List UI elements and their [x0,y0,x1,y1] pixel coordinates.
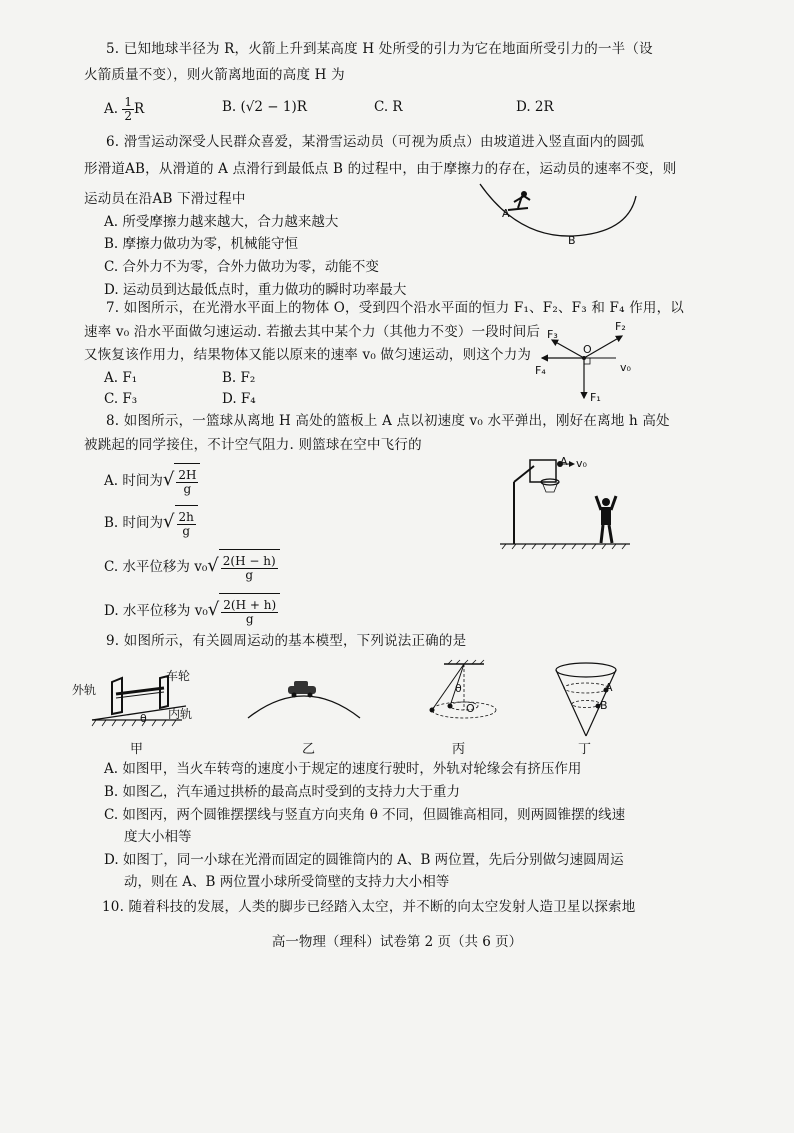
q6-option-c: C. 合外力不为零，合外力做功为零，动能不变 [104,259,379,275]
q7-line3: 又恢复该作用力，结果物体又能以原来的速率 v₀ 做匀速运动，则这个力为 [84,347,532,363]
figure-caption-yi: 乙 [302,742,316,757]
q9-option-c-line2: 度大小相等 [124,829,192,845]
page-footer: 高一物理（理科）试卷第 2 页（共 6 页） [271,934,523,950]
force-f2-label: F₂ [615,320,626,333]
pendulum-o-label: O [466,702,475,715]
q5-option-a: A. $\frac{1}{2}$ R [104,95,145,123]
figure-caption-ding: 丁 [578,742,592,757]
q5-option-b: B. (√2 − 1)R [222,99,307,115]
ski-point-b-label: B [568,234,576,247]
force-f1-label: F₁ [590,391,601,404]
q7-line1: 7. 如图所示，在光滑水平面上的物体 O，受到四个沿水平面的恒力 F₁、F₂、F₃ 和 F₄ 作用，以 [106,300,685,316]
q5-line2: 火箭质量不变），则火箭离地面的高度 H 为 [84,67,345,83]
force-v0-label: v₀ [620,361,631,374]
q8-line1: 8. 如图所示，一篮球从离地 H 高处的篮板上 A 点以初速度 v₀ 水平弹出，刚好在离地 h 高处 [106,413,670,429]
q9-option-a: A. 如图甲，当火车转弯的速度小于规定的速度行驶时，外轨对轮缘会有挤压作用 [104,761,582,777]
q7-option-d: D. F₄ [222,391,256,407]
q7-option-c: C. F₃ [104,391,138,407]
q8-line2: 被跳起的同学接住，不计空气阻力. 则篮球在空中飞行的 [84,437,422,453]
conical-pendulum-figure [420,660,510,722]
q8-option-c: C. 水平位移为 v₀√ $\frac{2(H - h)}{g}$ [104,548,280,586]
skier-icon [508,191,530,210]
cone-a-label: A [605,681,613,694]
q6-option-a: A. 所受摩擦力越来越大，合力越来越大 [104,214,339,230]
pendulum-theta-label: θ [455,682,462,695]
force-f4-label: F₄ [535,364,546,377]
q5-line1: 5. 已知地球半径为 R，火箭上升到某高度 H 处所受的引力为它在地面所受引力的一半（设 [106,41,653,57]
q5-option-d: D. 2R [516,99,554,115]
force-f3-label: F₃ [547,328,558,341]
q7-option-b: B. F₂ [222,370,256,386]
basketball-a-label: A [560,455,568,468]
q7-option-a: A. F₁ [104,370,138,386]
q6-option-d: D. 运动员到达最低点时，重力做功的瞬时功率最大 [104,282,407,298]
figure-caption-bing: 丙 [452,742,466,757]
q8-option-d: D. 水平位移为 v₀√ $\frac{2(H + h)}{g}$ [104,592,280,630]
q9-line1: 9. 如图所示，有关圆周运动的基本模型，下列说法正确的是 [106,633,467,649]
q6-line3: 运动员在沿AB 下滑过程中 [84,191,246,207]
q6-line1: 6. 滑雪运动深受人民群众喜爱，某滑雪运动员（可视为质点）由坡道进入竖直面内的圆弧 [106,134,645,150]
ski-point-a-label: A [502,207,510,220]
inner-rail-label: 内轨 [168,707,193,721]
q10-line1: 10. 随着科技的发展，人类的脚步已经踏入太空，并不断的向太空发射人造卫星以探索地 [102,899,636,915]
figure-caption-jia: 甲 [130,742,144,757]
force-o-label: O [583,343,592,356]
outer-rail-label: 外轨 [72,683,97,697]
q9-option-c-line1: C. 如图丙，两个圆锥摆摆线与竖直方向夹角 θ 不同，但圆锥高相同，则两圆锥摆的线速 [104,807,626,823]
cone-b-label: B [600,699,608,712]
person-icon [596,496,616,543]
car-icon [288,681,316,698]
track-theta-label: θ [140,712,147,725]
q7-line2: 速率 v₀ 沿水平面做匀速运动. 若撤去其中某个力（其他力不变）一段时间后 [84,324,541,340]
q9-option-d-line1: D. 如图丁，同一小球在光滑而固定的圆锥筒内的 A、B 两位置，先后分别做匀速圆周运 [104,852,624,868]
arch-bridge-figure [246,676,362,722]
wheel-label: 车轮 [166,669,191,683]
q9-option-b: B. 如图乙，汽车通过拱桥的最高点时受到的支持力大于重力 [104,784,461,800]
q8-option-b: B. 时间为√ $\frac{2h}{g}$ [104,504,198,542]
q6-line2: 形滑道AB，从滑道的 A 点滑行到最低点 B 的过程中，由于摩擦力的存在，运动员的速率不变，则 [84,161,677,177]
q6-option-b: B. 摩擦力做功为零，机械能守恒 [104,236,299,252]
q9-option-d-line2: 动，则在 A、B 两位置小球所受筒壁的支持力大小相等 [124,874,450,890]
cone-cylinder-figure [552,660,622,740]
basketball-v0-label: v₀ [576,457,587,470]
q8-option-a: A. 时间为√ $\frac{2H}{g}$ [104,462,200,500]
q5-option-c: C. R [374,99,403,115]
